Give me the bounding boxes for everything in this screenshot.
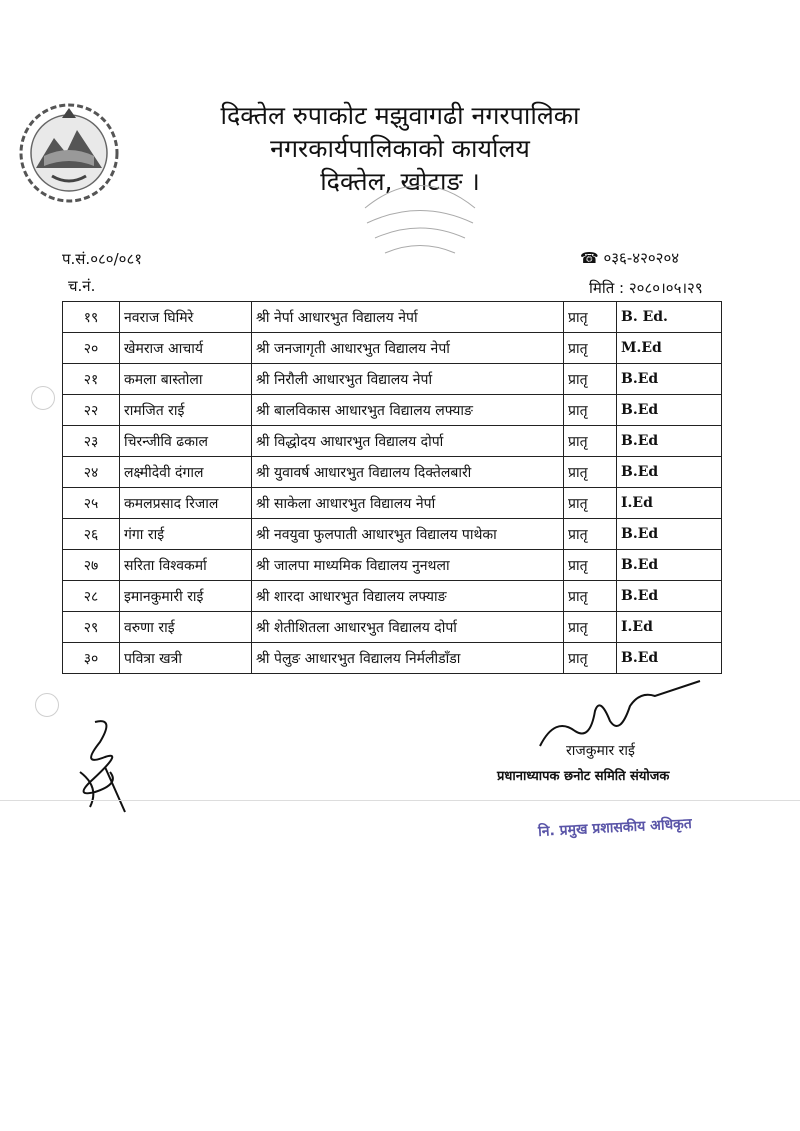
level: प्रातृ <box>564 395 617 426</box>
candidate-name: गंगा राई <box>120 519 252 550</box>
office-name-heading: दिक्तेल रुपाकोट मझुवागढी नगरपालिका <box>220 101 580 130</box>
serial-number: २९ <box>63 612 120 643</box>
qualification: B. Ed. <box>617 302 722 333</box>
qualification: B.Ed <box>617 643 722 674</box>
candidate-name: पवित्रा खत्री <box>120 643 252 674</box>
phone-value: ०३६-४२०२०४ <box>603 249 680 267</box>
serial-number: ३० <box>63 643 120 674</box>
school-name: श्री जनजागृती आधारभुत विद्यालय नेर्पा <box>252 333 564 364</box>
level: प्रातृ <box>564 302 617 333</box>
level: प्रातृ <box>564 581 617 612</box>
qualification: B.Ed <box>617 364 722 395</box>
school-name: श्री पेलुङ आधारभुत विद्यालय निर्मलीडाँडा <box>252 643 564 674</box>
candidate-name: रामजित राई <box>120 395 252 426</box>
school-name: श्री शेतीशितला आधारभुत विद्यालय दोर्पा <box>252 612 564 643</box>
table-row <box>63 333 722 364</box>
serial-number: २० <box>63 333 120 364</box>
table-row <box>63 457 722 488</box>
punch-hole-upper <box>31 386 55 410</box>
level: प्रातृ <box>564 426 617 457</box>
signatory-name: राजकुमार राई <box>566 743 635 759</box>
officer-stamp: नि. प्रमुख प्रशासकीय अधिकृत <box>537 815 693 841</box>
serial-number: २४ <box>63 457 120 488</box>
office-round-seal <box>355 168 485 258</box>
table-row <box>63 395 722 426</box>
school-name: श्री जालपा माध्यमिक विद्यालय नुनथला <box>252 550 564 581</box>
table-row <box>63 612 722 643</box>
dispatch-number: च.नं. <box>68 277 96 295</box>
office-address: दिक्तेल, खोटाङ । <box>320 167 480 196</box>
qualification: I.Ed <box>617 612 722 643</box>
level: प्रातृ <box>564 457 617 488</box>
qualification: B.Ed <box>617 395 722 426</box>
school-name: श्री विद्धोदय आधारभुत विद्यालय दोर्पा <box>252 426 564 457</box>
table-row <box>63 302 722 333</box>
level: प्रातृ <box>564 643 617 674</box>
school-name: श्री निरौली आधारभुत विद्यालय नेर्पा <box>252 364 564 395</box>
punch-hole-lower <box>35 693 59 717</box>
school-name: श्री नेर्पा आधारभुत विद्यालय नेर्पा <box>252 302 564 333</box>
table-row <box>63 643 722 674</box>
candidate-name: खेमराज आचार्य <box>120 333 252 364</box>
serial-number: २८ <box>63 581 120 612</box>
candidate-name: चिरन्जीवि ढकाल <box>120 426 252 457</box>
serial-number: २६ <box>63 519 120 550</box>
letter-number: प.सं.०८०/०८१ <box>62 250 143 268</box>
table-row <box>63 364 722 395</box>
level: प्रातृ <box>564 519 617 550</box>
qualification: I.Ed <box>617 488 722 519</box>
candidate-name: कमला बास्तोला <box>120 364 252 395</box>
scan-divider <box>0 800 800 801</box>
qualification: B.Ed <box>617 457 722 488</box>
phone-number <box>580 248 679 268</box>
level: प्रातृ <box>564 364 617 395</box>
candidate-name: इमानकुमारी राई <box>120 581 252 612</box>
school-name: श्री नवयुवा फुलपाती आधारभुत विद्यालय पाथेका <box>252 519 564 550</box>
letter-date: मिति : २०८०।०५।२९ <box>589 279 703 297</box>
level: प्रातृ <box>564 333 617 364</box>
table-row <box>63 519 722 550</box>
school-name: श्री शारदा आधारभुत विद्यालय लफ्याङ <box>252 581 564 612</box>
school-name: श्री साकेला आधारभुत विद्यालय नेर्पा <box>252 488 564 519</box>
level: प्रातृ <box>564 612 617 643</box>
serial-number: २३ <box>63 426 120 457</box>
school-name: श्री बालविकास आधारभुत विद्यालय लफ्याङ <box>252 395 564 426</box>
serial-number: २२ <box>63 395 120 426</box>
signatory-role: प्रधानाध्यापक छनोट समिति संयोजक <box>497 769 670 784</box>
table-row <box>63 426 722 457</box>
qualification: B.Ed <box>617 426 722 457</box>
office-subheading: नगरकार्यपालिकाको कार्यालय <box>270 134 530 163</box>
table-row <box>63 488 722 519</box>
phone-icon: ☎ <box>580 249 604 267</box>
qualification: B.Ed <box>617 581 722 612</box>
candidate-table <box>62 301 722 674</box>
candidate-name: नवराज घिमिरे <box>120 302 252 333</box>
left-signature <box>60 712 140 822</box>
table-row <box>63 581 722 612</box>
candidate-name: सरिता विश्वकर्मा <box>120 550 252 581</box>
serial-number: १९ <box>63 302 120 333</box>
qualification: B.Ed <box>617 519 722 550</box>
table-row <box>63 550 722 581</box>
candidate-name: वरुणा राई <box>120 612 252 643</box>
candidate-name: कमलप्रसाद रिजाल <box>120 488 252 519</box>
serial-number: २५ <box>63 488 120 519</box>
qualification: B.Ed <box>617 550 722 581</box>
candidate-name: लक्ष्मीदेवी दंगाल <box>120 457 252 488</box>
school-name: श्री युवावर्ष आधारभुत विद्यालय दिक्तेलबारी <box>252 457 564 488</box>
level: प्रातृ <box>564 488 617 519</box>
serial-number: २७ <box>63 550 120 581</box>
level: प्रातृ <box>564 550 617 581</box>
qualification: M.Ed <box>617 333 722 364</box>
serial-number: २१ <box>63 364 120 395</box>
